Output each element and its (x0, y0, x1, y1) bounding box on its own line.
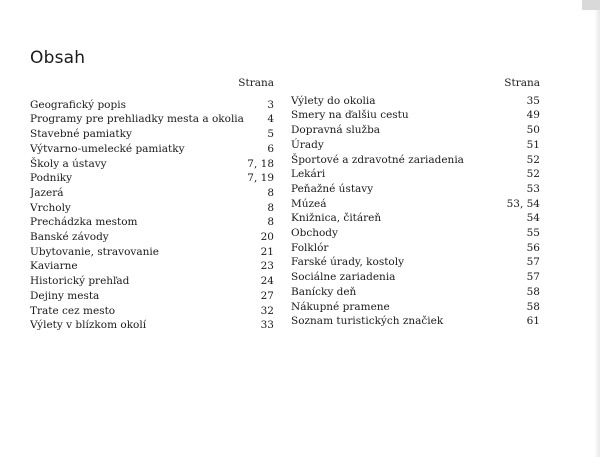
entry-page-number: 35 (526, 94, 540, 107)
contents-entry (291, 270, 540, 285)
contents-entry (30, 98, 274, 113)
entry-title: Banícky deň (291, 285, 357, 298)
contents-entry (291, 211, 540, 226)
entry-title: Trate cez mesto (30, 304, 116, 317)
entry-title: Stavebné pamiatky (30, 128, 132, 141)
page-edge-shadow (594, 0, 600, 457)
entry-page-number: 5 (267, 128, 274, 141)
entry-title: Geografický popis (30, 98, 126, 111)
contents-entry (30, 186, 274, 201)
contents-column-right (291, 76, 540, 329)
entry-page-number: 54 (526, 212, 540, 225)
entry-page-number: 4 (267, 113, 274, 126)
entry-page-number: 8 (267, 186, 274, 199)
entry-title: Úrady (291, 138, 324, 151)
entry-title: Dopravná služba (291, 124, 381, 137)
entry-page-number: 3 (267, 98, 274, 111)
entry-page-number: 21 (260, 245, 274, 258)
contents-list-right (291, 94, 540, 329)
entry-page-number: 61 (526, 315, 540, 328)
entry-title: Sociálne zariadenia (291, 271, 396, 284)
entry-title: Ubytovanie, stravovanie (30, 245, 159, 258)
page-corner-mark (582, 0, 600, 10)
entry-page-number: 7, 19 (247, 172, 274, 185)
contents-entry (30, 230, 274, 245)
contents-entry (30, 318, 274, 333)
contents-entry (30, 259, 274, 274)
contents-entry (30, 215, 274, 230)
entry-title: Vrcholy (30, 201, 71, 214)
contents-entry (291, 182, 540, 197)
entry-title: Nákupné pramene (291, 300, 390, 313)
entry-title: Výlety v blízkom okolí (30, 319, 147, 332)
entry-page-number: 51 (526, 138, 540, 151)
entry-title: Školy a ústavy (30, 157, 107, 170)
entry-title: Športové a zdravotné zariadenia (291, 153, 464, 166)
contents-entry (30, 289, 274, 304)
entry-page-number: 57 (526, 256, 540, 269)
contents-entry (30, 274, 274, 289)
entry-title: Smery na ďalšiu cestu (291, 109, 409, 122)
contents-entry (291, 108, 540, 123)
entry-title: Prechádzka mestom (30, 216, 138, 229)
contents-entry (291, 314, 540, 329)
contents-entry (30, 245, 274, 260)
contents-entry (291, 255, 540, 270)
entry-title: Knižnica, čitáreň (291, 212, 382, 225)
entry-title: Jazerá (30, 186, 64, 199)
entry-title: Banské závody (30, 231, 109, 244)
contents-entry (291, 300, 540, 315)
entry-title: Kaviarne (30, 260, 78, 273)
contents-entry (30, 142, 274, 157)
contents-entry (291, 167, 540, 182)
entry-page-number: 52 (526, 168, 540, 181)
entry-page-number: 33 (260, 319, 274, 332)
column-header-right: Strana (504, 77, 540, 89)
entry-page-number: 53, 54 (506, 197, 540, 210)
entry-page-number: 8 (267, 216, 274, 229)
contents-entry (291, 153, 540, 168)
contents-entry (291, 123, 540, 138)
entry-page-number: 58 (526, 285, 540, 298)
entry-title: Soznam turistických značiek (291, 315, 444, 328)
entry-page-number: 8 (267, 201, 274, 214)
contents-entry (291, 94, 540, 109)
contents-entry (30, 112, 274, 127)
entry-title: Folklór (291, 241, 329, 254)
entry-title: Dejiny mesta (30, 289, 100, 302)
contents-entry (291, 241, 540, 256)
entry-title: Výtvarno-umelecké pamiatky (30, 142, 185, 155)
entry-title: Múzeá (291, 197, 327, 210)
contents-entry (291, 138, 540, 153)
entry-page-number: 53 (526, 182, 540, 195)
entry-page-number: 24 (260, 275, 274, 288)
entry-title: Farské úrady, kostoly (291, 256, 405, 269)
entry-page-number: 49 (526, 109, 540, 122)
entry-page-number: 23 (260, 260, 274, 273)
entry-page-number: 20 (260, 231, 274, 244)
entry-title: Programy pre prehliadky mesta a okolia (30, 113, 244, 126)
contents-entry (30, 127, 274, 142)
entry-title: Lekári (291, 168, 326, 181)
entry-page-number: 58 (526, 300, 540, 313)
contents-column-left (30, 76, 274, 333)
entry-title: Peňažné ústavy (291, 182, 374, 195)
contents-entry (291, 226, 540, 241)
contents-entry (30, 304, 274, 319)
entry-page-number: 56 (526, 241, 540, 254)
column-header-left: Strana (238, 77, 274, 89)
contents-entry (30, 201, 274, 216)
entry-title: Výlety do okolia (291, 94, 376, 107)
entry-page-number: 55 (526, 227, 540, 240)
entry-page-number: 50 (526, 124, 540, 137)
contents-entry (30, 157, 274, 172)
entry-page-number: 32 (260, 304, 274, 317)
entry-page-number: 57 (526, 271, 540, 284)
contents-entry (291, 285, 540, 300)
entry-page-number: 7, 18 (247, 157, 274, 170)
entry-page-number: 6 (267, 142, 274, 155)
contents-list-left (30, 98, 274, 333)
page-title: Obsah (30, 48, 86, 68)
entry-title: Historický prehľad (30, 275, 130, 288)
contents-entry (30, 171, 274, 186)
entry-page-number: 52 (526, 153, 540, 166)
contents-entry (291, 197, 540, 212)
entry-title: Podniky (30, 172, 73, 185)
entry-page-number: 27 (260, 289, 274, 302)
entry-title: Obchody (291, 227, 338, 240)
